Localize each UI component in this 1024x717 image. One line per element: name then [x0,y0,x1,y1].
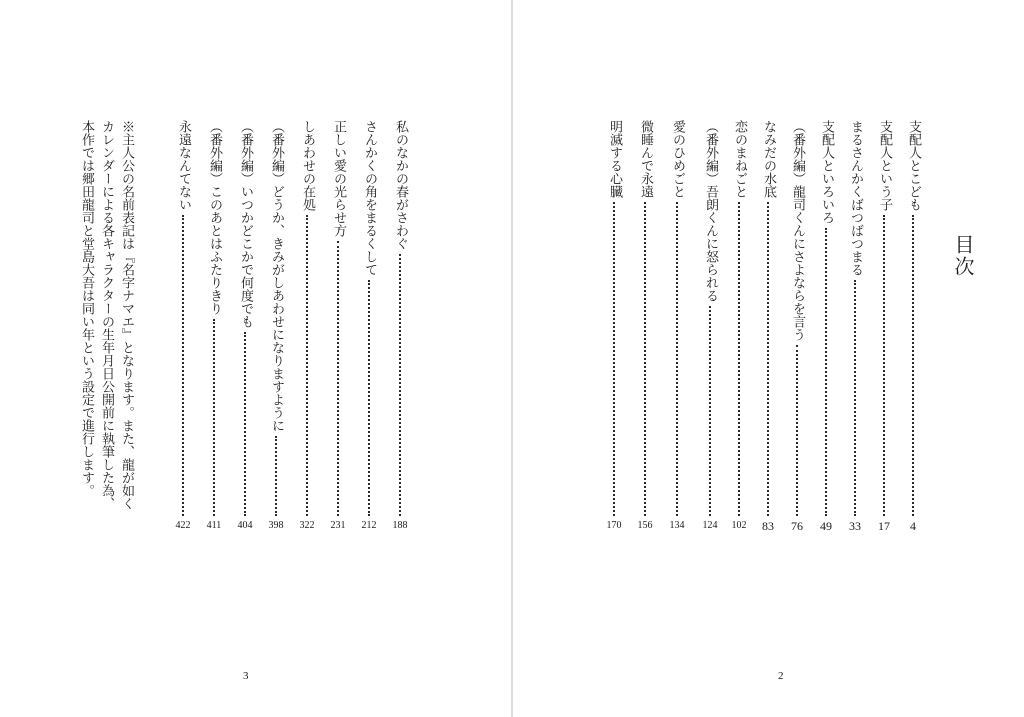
toc-entry-title: 永遠なんてない [176,120,191,211]
toc-entry[interactable] [267,120,285,532]
dot-leader [306,215,309,516]
toc-entry-page: 422 [175,520,191,531]
toc-entry[interactable] [759,120,777,532]
toc-entry-page: 83 [762,519,774,533]
dot-leader [182,215,185,516]
dot-leader [709,306,712,516]
toc-entry[interactable] [788,120,806,532]
dot-leader [368,280,371,516]
toc-entry-title: まるさんかくばつばつまる [848,120,863,276]
dot-leader [767,202,770,516]
toc-entry[interactable] [605,120,623,532]
dot-leader [644,202,647,516]
toc-entry[interactable] [391,120,409,532]
dot-leader [796,345,799,516]
toc-entry-title: なみだの水底 [761,120,776,198]
toc-entry-page: 102 [731,520,747,531]
toc-entry-page: 398 [268,520,284,531]
toc-entry-page: 17 [878,519,890,533]
page-number: 3 [243,670,249,682]
toc-entry[interactable] [668,120,686,532]
toc-entry[interactable] [360,120,378,532]
toc-entry-title: 微睡んで永遠 [638,120,653,198]
toc-entry-page: 404 [237,520,253,531]
toc-entry-page: 322 [299,520,315,531]
toc-entry-page: 411 [206,520,222,531]
toc-entry-page: 156 [637,520,653,531]
toc-entry-page: 49 [820,519,832,533]
note-line: カレンダーによる各キャラクターの生年月日公開前に執筆した為、 [99,120,114,510]
toc-entry-page: 33 [849,519,861,533]
right-page [513,0,1024,717]
toc-entry[interactable] [875,120,893,532]
toc-entry[interactable] [205,120,223,532]
toc-entry[interactable] [904,120,922,532]
toc-entry[interactable] [730,120,748,532]
toc-entry-title: （番外編）龍司くんにさよならを言う [790,120,805,341]
toc-entry[interactable] [174,120,192,532]
toc-entry-title: 明滅する心臓 [607,120,622,198]
note-line: ※主人公の名前表記は『名字ナマエ』となります。また、龍が如く [119,120,134,510]
dot-leader [337,241,340,516]
toc-entry-page: 231 [330,520,346,531]
toc-entry-page: 188 [392,520,408,531]
toc-entry-page: 124 [702,520,718,531]
toc-entry-title: 支配人という子 [877,120,892,211]
toc-entry-page: 76 [791,519,803,533]
toc-entry-title: さんかくの角をまるくして [362,120,377,276]
toc-entry-page: 212 [361,520,377,531]
toc-entry-title: （番外編）どうか、きみがしあわせになりますように [269,120,284,432]
dot-leader [275,436,278,516]
toc-entry-page: 170 [606,520,622,531]
toc-entry-title: 正しい愛の光らせ方 [331,120,346,237]
dot-leader [676,202,679,516]
dot-leader [854,280,857,516]
toc-entry-title: 私のなかの春がさわぐ [393,120,408,250]
toc-entry-title: （番外編）いつかどこかで何度でも [238,120,253,328]
toc-entry[interactable] [298,120,316,532]
dot-leader [399,254,402,516]
toc-entry[interactable] [817,120,835,532]
toc-heading: 目次 [951,234,975,278]
toc-entry[interactable] [236,120,254,532]
dot-leader [613,202,616,516]
toc-entry[interactable] [846,120,864,532]
toc-entry-page: 4 [910,519,916,533]
toc-entry-title: 支配人とこども [906,120,921,211]
toc-entry[interactable] [701,120,719,532]
note-line: 本作では郷田龍司と堂島大吾は同い年という設定で進行します。 [79,120,94,497]
toc-entry[interactable] [329,120,347,532]
dot-leader [883,215,886,516]
dot-leader [825,228,828,516]
dot-leader [738,202,741,516]
toc-entry[interactable] [636,120,654,532]
toc-entry-page: 134 [669,520,685,531]
toc-entry-title: （番外編）このあとはふたりきり [207,120,222,315]
left-page [0,0,511,717]
page-number: 2 [778,670,784,682]
dot-leader [244,332,247,516]
toc-entry-title: 愛のひめごと [670,120,685,198]
dot-leader [912,215,915,516]
toc-entry-title: （番外編）吾朗くんに怒られる [703,120,718,302]
toc-entry-title: 恋のまねごと [732,120,747,198]
toc-entry-title: 支配人といろいろ [819,120,834,224]
dot-leader [213,319,216,516]
toc-entry-title: しあわせの在処 [300,120,315,211]
